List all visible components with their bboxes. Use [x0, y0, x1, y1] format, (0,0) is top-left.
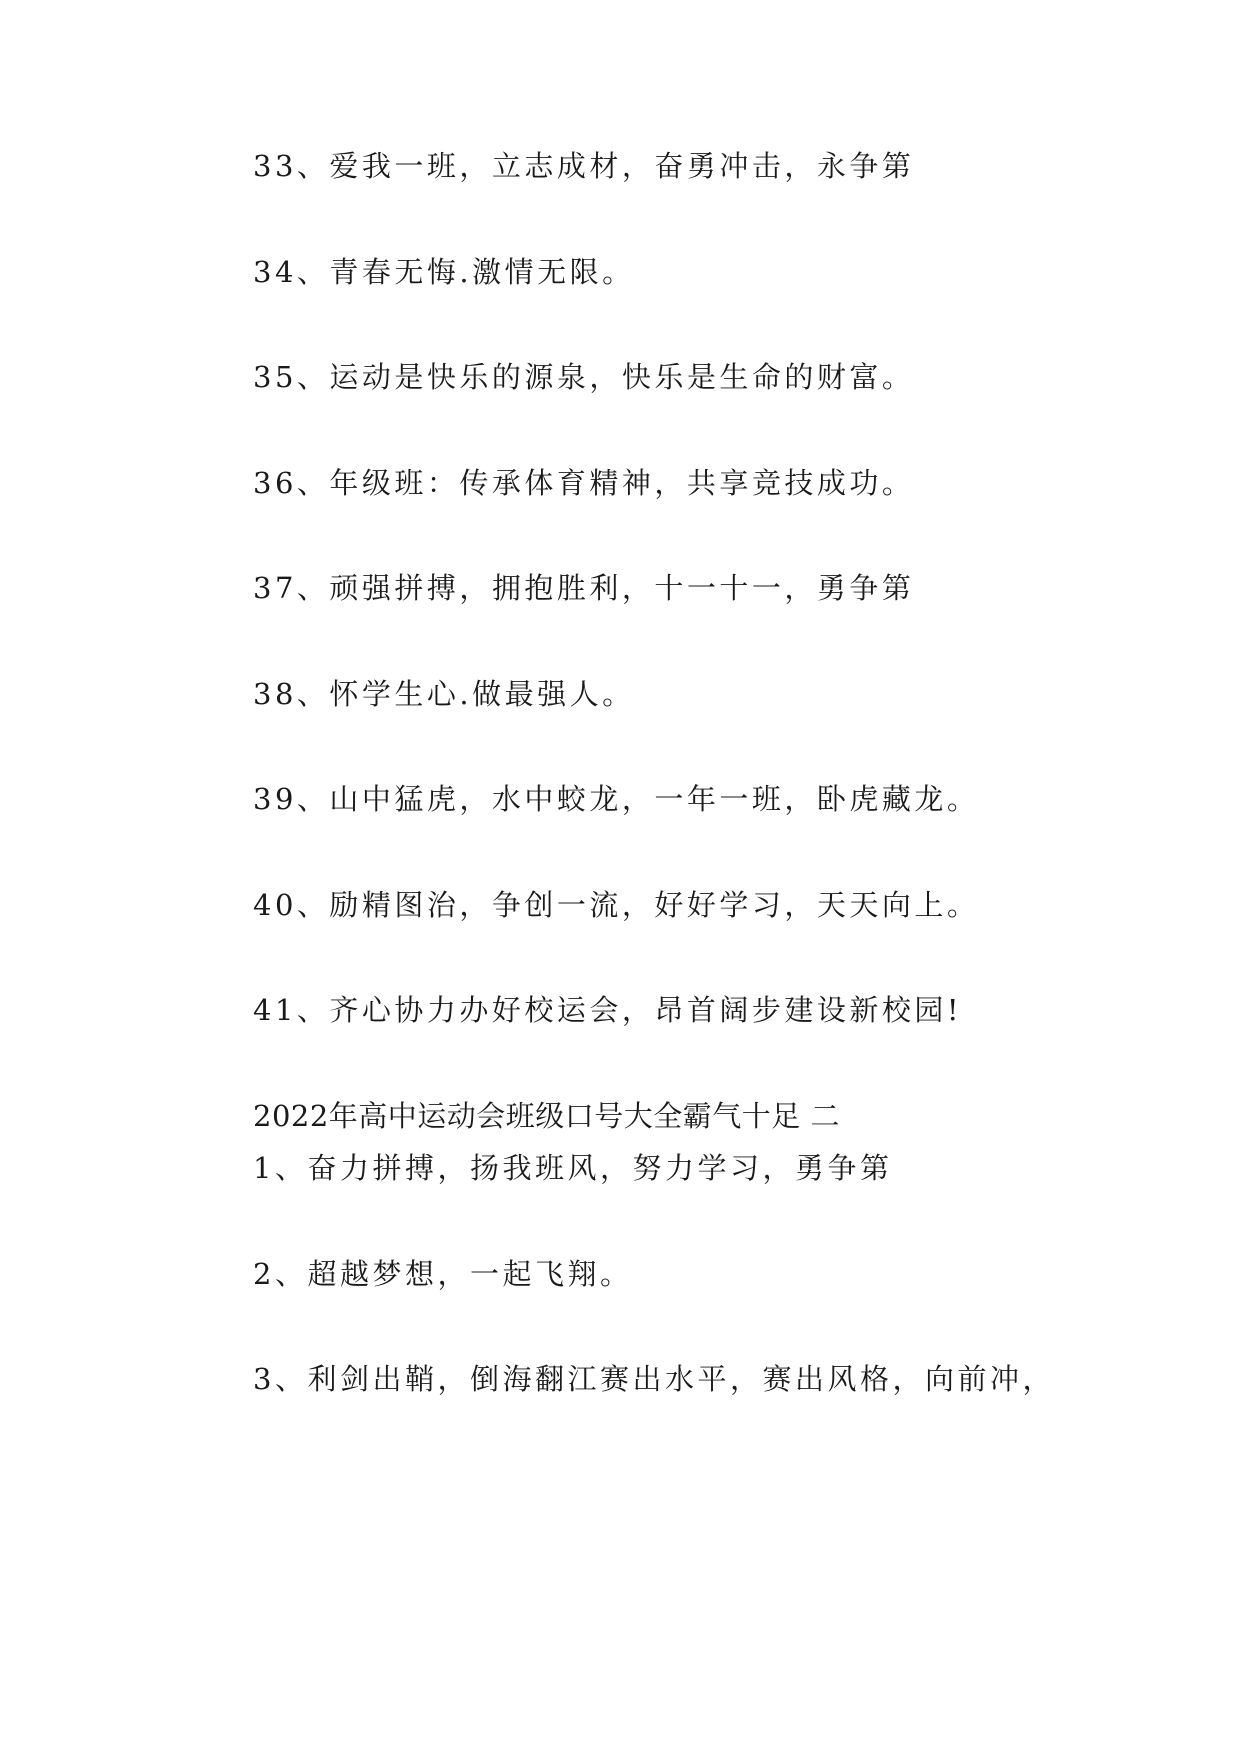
slogan-item-33: 33、爱我一班，立志成材，奋勇冲击，永争第	[253, 149, 915, 183]
slogan-item-37: 37、顽强拼搏，拥抱胜利，十一十一，勇争第	[253, 571, 915, 605]
slogan-item-3: 3、利剑出鞘，倒海翻江赛出水平，赛出风格，向前冲，	[253, 1362, 1055, 1396]
slogan-item-34: 34、青春无悔.激情无限。	[253, 255, 635, 289]
slogan-item-39: 39、山中猛虎，水中蛟龙，一年一班，卧虎藏龙。	[253, 782, 980, 816]
slogan-item-36: 36、年级班：传承体育精神，共享竞技成功。	[253, 466, 915, 500]
slogan-item-41: 41、齐心协力办好校运会，昂首阔步建设新校园!	[253, 993, 963, 1027]
slogan-item-40: 40、励精图治，争创一流，好好学习，天天向上。	[253, 888, 980, 922]
section-heading: 2022年高中运动会班级口号大全霸气十足 二	[253, 1099, 841, 1133]
slogan-item-35: 35、运动是快乐的源泉，快乐是生命的财富。	[253, 360, 915, 394]
slogan-item-38: 38、怀学生心.做最强人。	[253, 677, 635, 711]
slogan-item-1: 1、奋力拼搏，扬我班风，努力学习，勇争第	[253, 1151, 893, 1185]
slogan-item-2: 2、超越梦想，一起飞翔。	[253, 1257, 633, 1291]
